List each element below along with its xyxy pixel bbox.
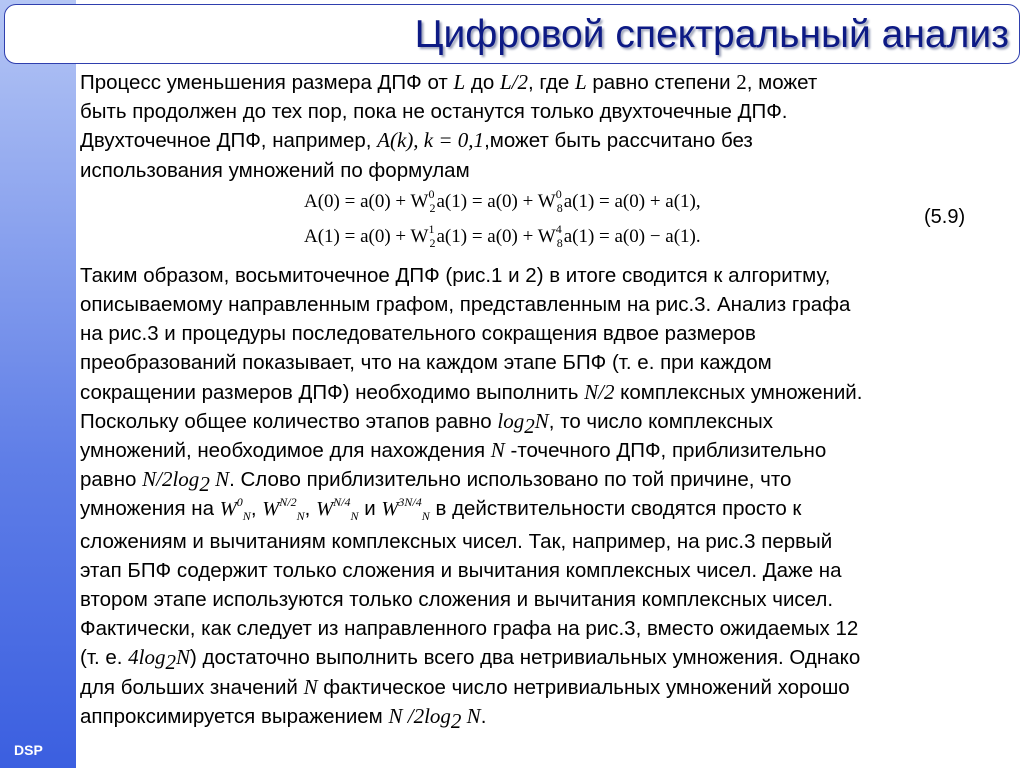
side-bar [0,0,76,768]
w: W [219,498,237,521]
text: быть продолжен до тех пор, пока не останутся только двухточечные ДПФ. [80,100,788,124]
math-N2log: N/2log [142,467,200,492]
sup: 1 [428,221,435,236]
w-exp: 0 [236,495,243,510]
text: a(1) = a(0) + W [436,190,556,212]
w-sub: N [242,509,251,524]
comma: , [250,497,257,521]
sub: 2 [429,200,436,215]
math-sub: 2 [524,413,535,438]
text: сложениям и вычитаниям комплексных чисел. Так, например, на рис.3 первый [80,529,833,553]
sup: 0 [555,186,562,201]
w-sub: N [350,509,359,524]
text: аппроксимируется выражением [80,704,389,728]
math-N: N [303,674,318,699]
comma: , [304,497,311,521]
text: втором этапе используются только сложения и вычитания комплексных чисел. [80,588,834,612]
text: , то число комплексных [548,409,774,433]
math-N: N [534,408,549,433]
slide-title: Цифровой спектральный анализ [414,13,1009,56]
sup: 4 [555,221,562,236]
sub: 2 [429,235,436,250]
text: умножений, необходимое для нахождения [80,439,491,463]
math-log: log [497,408,525,433]
twiddle-w-n-half [262,495,304,526]
text: в действительности сводятся просто к [429,497,802,521]
text: a(1) = a(0) + a(1), [563,190,701,212]
slide-content [80,68,1014,731]
text: Процесс уменьшения размера ДПФ от [80,71,454,94]
text: и [358,497,382,521]
math-N: N [175,645,190,670]
twiddle-w-n-3quarter [381,495,429,526]
w: W [381,498,399,521]
w: W [262,498,280,521]
text: . [480,704,487,728]
text: фактическое число нетривиальных умножений хорошо [317,675,850,699]
text: Поскольку общее количество этапов равно [80,409,498,433]
math-sub: 2 [165,650,176,675]
text: -точечного ДПФ, приблизительно [504,439,827,463]
text: этап БПФ содержит только сложения и вычитания комплексных чисел. Даже на [80,558,842,582]
text: , может [746,71,818,94]
dsp-label: DSP [14,742,43,758]
w-sub: N [296,509,305,524]
text: использования умножений по формулам [80,158,470,182]
math-L2: L/2 [499,70,528,94]
math-N: N [461,703,481,728]
twiddle-w-n-0 [220,495,251,526]
text: , где [527,71,575,94]
text: A(0) = a(0) + W [304,190,429,212]
title-box [4,4,1020,64]
text: Фактически, как следует из направленного графа на рис.3, вместо ожидаемых 12 [80,617,859,641]
text: сокращении размеров ДПФ) необходимо выполнить [80,380,585,404]
text: равно [80,468,143,492]
w-exp: N/2 [279,495,297,510]
text: . Слово приблизительно использовано по той причине, что [229,468,792,492]
text: A(1) = a(0) + W [304,225,429,247]
text: ) достаточно выполнить всего два нетривиальных умножения. Однако [190,646,861,670]
equation-number: (5.9) [924,205,966,228]
text: Двухточечное ДПФ, например, [80,129,378,153]
w-exp: N/4 [333,495,351,510]
formula-row-1 [304,186,701,215]
math-L: L [574,70,587,94]
formula-block [80,186,1014,255]
main-paragraph [80,261,1014,731]
text: ,может быть рассчитано без [484,129,753,153]
math-expr: N /2log [388,703,451,728]
math-sub: 2 [450,708,462,733]
text: a(1) = a(0) − a(1). [563,225,701,247]
text: на рис.3 и процедуры последовательного сокращения вдвое размеров [80,322,756,346]
math-two: 2 [736,70,747,94]
text: равно степени [586,71,737,94]
text: a(1) = a(0) + W [436,225,556,247]
text: (т. е. [80,646,129,670]
w-exp: 3N/4 [398,495,422,510]
w: W [316,498,334,521]
sub: 8 [556,235,563,250]
math-Ak: A(k), k = 0,1 [377,128,485,153]
text: преобразований показывает, что на каждом этапе БПФ (т. е. при каждом [80,351,772,375]
text: Таким образом, восьмиточечное ДПФ (рис.1 и 2) в итоге сводится к алгоритму, [80,263,831,287]
formula-row-2 [304,221,701,250]
sup: 0 [428,186,435,201]
math-N2: N/2 [584,379,615,404]
intro-paragraph [80,68,1014,185]
math-N: N [209,467,230,492]
w-sub: N [421,509,430,524]
text: описываемому направленным графом, представленным на рис.3. Анализ графа [80,293,851,317]
text: умножения на [80,497,220,521]
math-sub: 2 [199,472,210,497]
math-N: N [490,438,505,463]
text: до [465,71,500,94]
twiddle-w-n-quarter [316,495,358,526]
math-4log: 4log [128,645,166,670]
math-L: L [453,70,466,94]
text: комплексных умножений. [614,380,863,404]
text: для больших значений [80,675,304,699]
sub: 8 [556,200,563,215]
